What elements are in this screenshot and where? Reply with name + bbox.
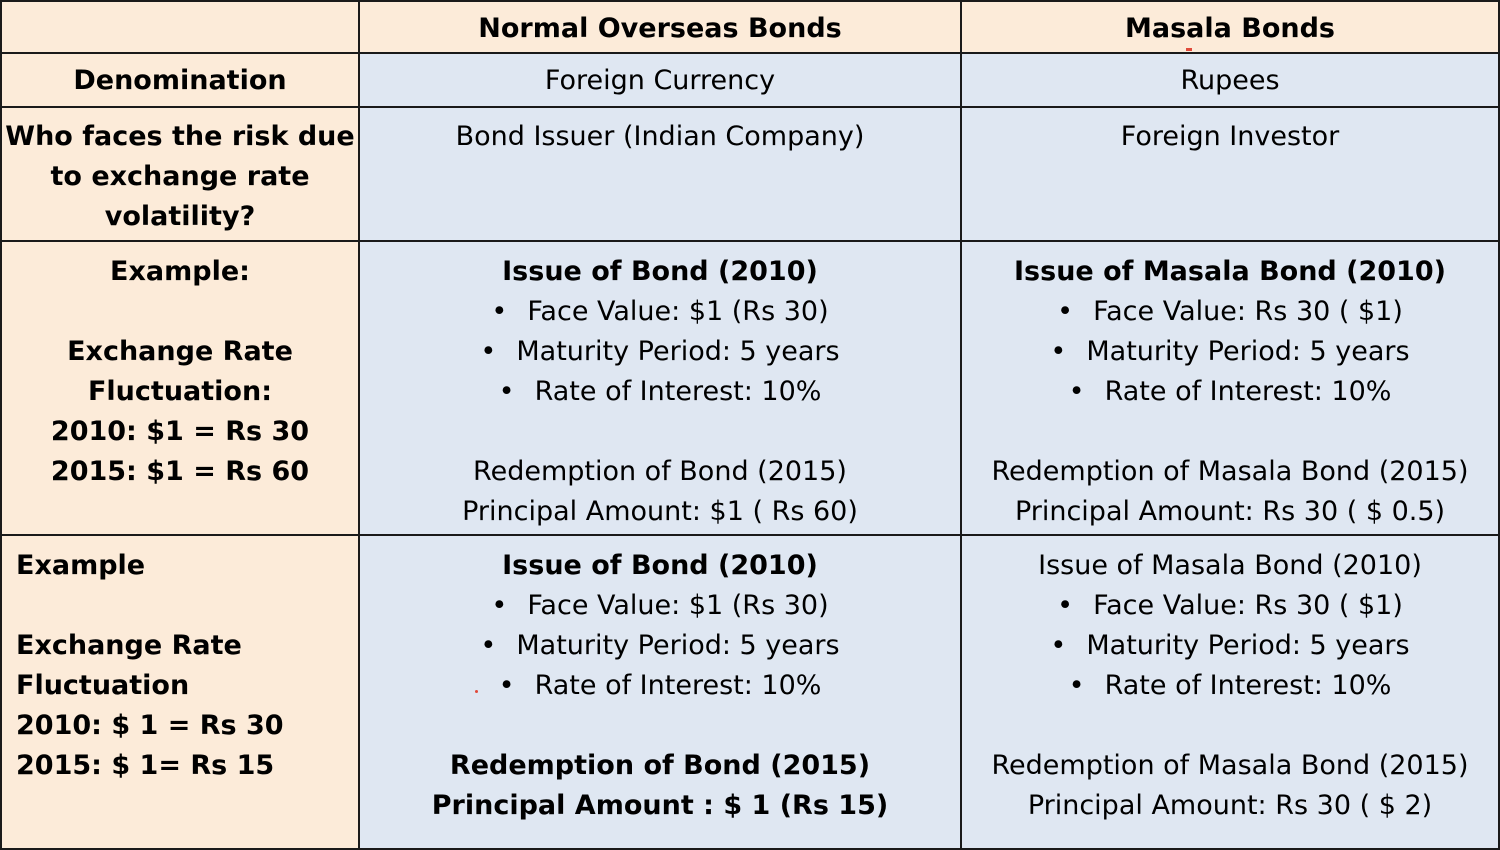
example1-title: Example: [110, 256, 250, 287]
example2-masala-redemption-title: Redemption of Masala Bond (2015) [991, 750, 1469, 781]
example1-normal-cell [360, 242, 962, 536]
example1-normal-redemption-title: Redemption of Bond (2015) [473, 456, 847, 487]
header-normal-text: Normal Overseas Bonds [478, 13, 842, 44]
example2-subtitle: Fluctuation [16, 670, 190, 701]
bullet-item [962, 332, 1498, 372]
bullet-text: Face Value: Rs 30 ( $1) [1093, 296, 1403, 327]
risk-label-line: to exchange rate [50, 161, 310, 192]
example1-masala-redemption-title: Redemption of Masala Bond (2015) [991, 456, 1469, 487]
bullet-text: Maturity Period: 5 years [1086, 336, 1410, 367]
bullet-icon: • [1068, 376, 1085, 407]
bullet-icon: • [498, 670, 515, 701]
example1-masala-issue-title: Issue of Masala Bond (2010) [1014, 256, 1446, 287]
example2-subtitle: Exchange Rate [16, 630, 242, 661]
bullet-text: Face Value: $1 (Rs 30) [527, 296, 829, 327]
risk-masala-value: Foreign Investor [1120, 121, 1340, 152]
example1-rate-2010: 2010: $1 = Rs 30 [50, 416, 310, 447]
example2-masala-cell [962, 536, 1500, 850]
header-normal-overseas-bonds [360, 0, 962, 54]
bullet-icon: • [498, 376, 515, 407]
bullet-icon: • [1050, 630, 1067, 661]
bullet-text: Rate of Interest: 10% [1104, 376, 1392, 407]
bullet-item [962, 666, 1498, 706]
risk-normal-value: Bond Issuer (Indian Company) [455, 121, 865, 152]
denomination-normal-value: Foreign Currency [544, 65, 776, 96]
example1-masala-principal: Principal Amount: Rs 30 ( $ 0.5) [1014, 496, 1446, 527]
example1-masala-cell [962, 242, 1500, 536]
header-masala-text: Masala Bonds [1124, 13, 1335, 44]
bullet-item [360, 626, 960, 666]
bullet-item [962, 586, 1498, 626]
bullet-text: Rate of Interest: 10% [534, 376, 822, 407]
example2-normal-principal: Principal Amount : $ 1 (Rs 15) [431, 790, 889, 821]
header-corner-cell [0, 0, 360, 54]
bullet-item [360, 666, 960, 706]
bullet-text: Rate of Interest: 10% [534, 670, 822, 701]
bullet-text: Rate of Interest: 10% [1104, 670, 1392, 701]
bullet-icon: • [1057, 590, 1074, 621]
bullet-item [360, 372, 960, 412]
risk-label-cell [0, 108, 360, 242]
bullet-icon: • [1050, 336, 1067, 367]
example2-masala-issue-title: Issue of Masala Bond (2010) [1038, 550, 1422, 581]
bullet-icon: • [491, 590, 508, 621]
example1-label-cell [0, 242, 360, 536]
bullet-item [360, 292, 960, 332]
example2-label-cell [0, 536, 360, 850]
example1-subtitle: Fluctuation: [87, 376, 272, 407]
denomination-label: Denomination [73, 65, 287, 96]
spacer [360, 412, 960, 452]
risk-masala-cell [962, 108, 1500, 242]
bullet-text: Maturity Period: 5 years [1086, 630, 1410, 661]
example1-normal-principal: Principal Amount: $1 ( Rs 60) [462, 496, 858, 527]
bullet-icon: • [1057, 296, 1074, 327]
denomination-masala-value: Rupees [1180, 65, 1280, 96]
bullet-item [360, 586, 960, 626]
example2-normal-issue-title: Issue of Bond (2010) [502, 550, 818, 581]
risk-normal-cell [360, 108, 962, 242]
spacer [360, 706, 960, 746]
bullet-text: Face Value: $1 (Rs 30) [527, 590, 829, 621]
bullet-item [360, 332, 960, 372]
denomination-label-cell [0, 54, 360, 108]
example1-rate-2015: 2015: $1 = Rs 60 [50, 456, 310, 487]
spacer [2, 292, 358, 332]
bullet-text: Maturity Period: 5 years [516, 336, 840, 367]
bullet-icon: • [480, 336, 497, 367]
bullet-icon: • [1068, 670, 1085, 701]
spacer [962, 706, 1498, 746]
example2-normal-cell [360, 536, 962, 850]
spacer [962, 412, 1498, 452]
example2-title: Example [16, 550, 146, 581]
example2-rate-2010: 2010: $ 1 = Rs 30 [16, 710, 284, 741]
example2-masala-principal: Principal Amount: Rs 30 ( $ 2) [1027, 790, 1433, 821]
red-dash-mark [1186, 48, 1192, 51]
bullet-icon: • [491, 296, 508, 327]
example2-normal-redemption-title: Redemption of Bond (2015) [449, 750, 871, 781]
bullet-text: Face Value: Rs 30 ( $1) [1093, 590, 1403, 621]
bullet-item [962, 292, 1498, 332]
bullet-icon: • [480, 630, 497, 661]
risk-label-line: Who faces the risk due [5, 121, 355, 152]
example2-rate-2015: 2015: $ 1= Rs 15 [16, 750, 275, 781]
spacer [16, 586, 358, 626]
red-dot-mark [475, 690, 478, 693]
denomination-masala-cell [962, 54, 1500, 108]
bullet-item [962, 372, 1498, 412]
denomination-normal-cell [360, 54, 962, 108]
bullet-text: Maturity Period: 5 years [516, 630, 840, 661]
header-masala-bonds [962, 0, 1500, 54]
example1-subtitle: Exchange Rate [67, 336, 293, 367]
risk-label-line: volatility? [104, 201, 256, 232]
example1-normal-issue-title: Issue of Bond (2010) [502, 256, 818, 287]
bullet-item [962, 626, 1498, 666]
